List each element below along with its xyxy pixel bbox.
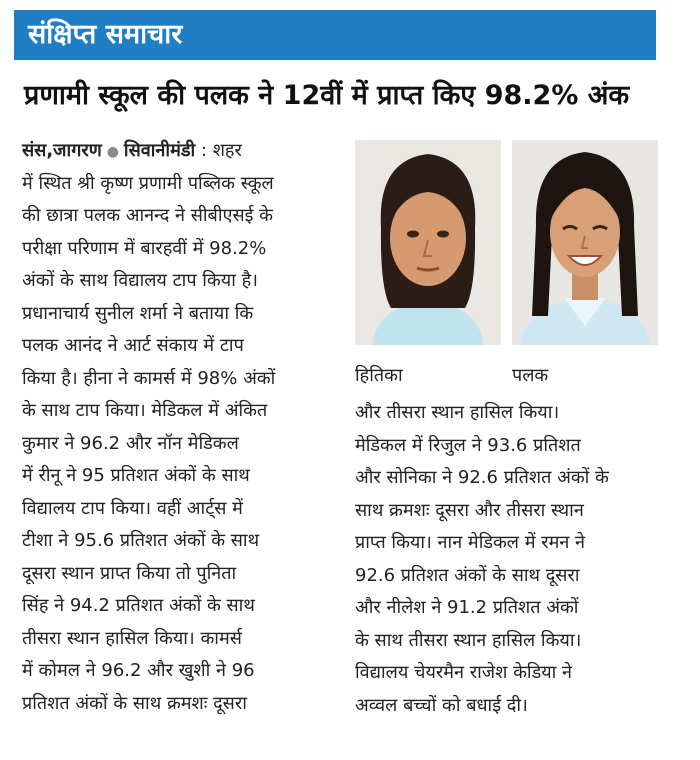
text-line: में स्थित श्री कृष्ण प्रणामी पब्लिक स्कूल (22, 172, 274, 194)
dateline-agency: संस,जागरण (22, 140, 102, 161)
article-headline: प्रणामी स्कूल की पलक ने 12वीं में प्राप्त किए 98.2% अंक (24, 80, 630, 111)
text-line: अव्वल बच्चों को बधाई दी। (355, 694, 528, 716)
text-line: परीक्षा परिणाम में बारहवीं में 98.2% (22, 237, 267, 259)
text-line: की छात्रा पलक आनन्द ने सीबीएसई के (22, 205, 273, 226)
text-line: तीसरा स्थान हासिल किया। कामर्स (22, 627, 242, 649)
text-line: अंकों के साथ विद्यालय टाप किया है। (22, 270, 258, 291)
article-column-right (355, 397, 680, 722)
text-line: में रीनू ने 95 प्रतिशत अंकों के साथ (22, 465, 250, 486)
text-line: मेडिकल में रिजुल ने 93.6 प्रतिशत (355, 434, 581, 456)
text-line: पलक आनंद ने आर्ट संकाय में टाप (22, 335, 244, 356)
text-line: सिंह ने 94.2 प्रतिशत अंकों के साथ (22, 595, 255, 616)
dateline-line (22, 135, 347, 168)
text-line: टीशा ने 95.6 प्रतिशत अंकों के साथ (22, 530, 260, 551)
dateline-separator: : (200, 140, 207, 161)
text-line: के साथ तीसरा स्थान हासिल किया। (355, 629, 582, 651)
text-line: दूसरा स्थान प्राप्त किया तो पुनिता (22, 562, 237, 584)
text-line: और सोनिका ने 92.6 प्रतिशत अंकों के (355, 467, 609, 488)
text-line: किया है। हीना ने कामर्स में 98% अंकों (22, 367, 276, 389)
text-line: शहर (212, 140, 242, 161)
text-line: विद्यालय टाप किया। वहीं आर्ट्स में (22, 497, 243, 519)
text-line: में कोमल ने 96.2 और खुशी ने 96 (22, 660, 255, 681)
photo-palak (512, 140, 658, 345)
text-line: प्रधानाचार्य सुनील शर्मा ने बताया कि (22, 302, 254, 324)
text-line: प्राप्त किया। नान मेडिकल में रमन ने (355, 532, 586, 553)
section-banner (14, 10, 656, 60)
text-line: प्रतिशत अंकों के साथ क्रमशः दूसरा (22, 692, 247, 714)
article-column-left (22, 135, 347, 720)
dateline-place: सिवानीमंडी (123, 140, 196, 161)
student-portrait-icon (512, 140, 658, 345)
photo-caption-hitika: हितिका (355, 365, 403, 386)
bullet-icon: ● (106, 144, 119, 160)
photo-caption-palak: पलक (512, 365, 549, 386)
section-title: संक्षिप्त समाचार (28, 19, 183, 50)
text-line: साथ क्रमशः दूसरा और तीसरा स्थान (355, 499, 584, 521)
text-line: विद्यालय चेयरमैन राजेश केडिया ने (355, 662, 573, 683)
text-line: के साथ टाप किया। मेडिकल में अंकित (22, 400, 268, 421)
student-portrait-icon (355, 140, 501, 345)
photo-hitika (355, 140, 501, 345)
text-line: और तीसरा स्थान हासिल किया। (355, 402, 560, 423)
text-line: और नीलेश ने 91.2 प्रतिशत अंकों (355, 597, 579, 618)
text-line: 92.6 प्रतिशत अंकों के साथ दूसरा (355, 564, 580, 586)
text-line: कुमार ने 96.2 और नॉन मेडिकल (22, 432, 239, 454)
